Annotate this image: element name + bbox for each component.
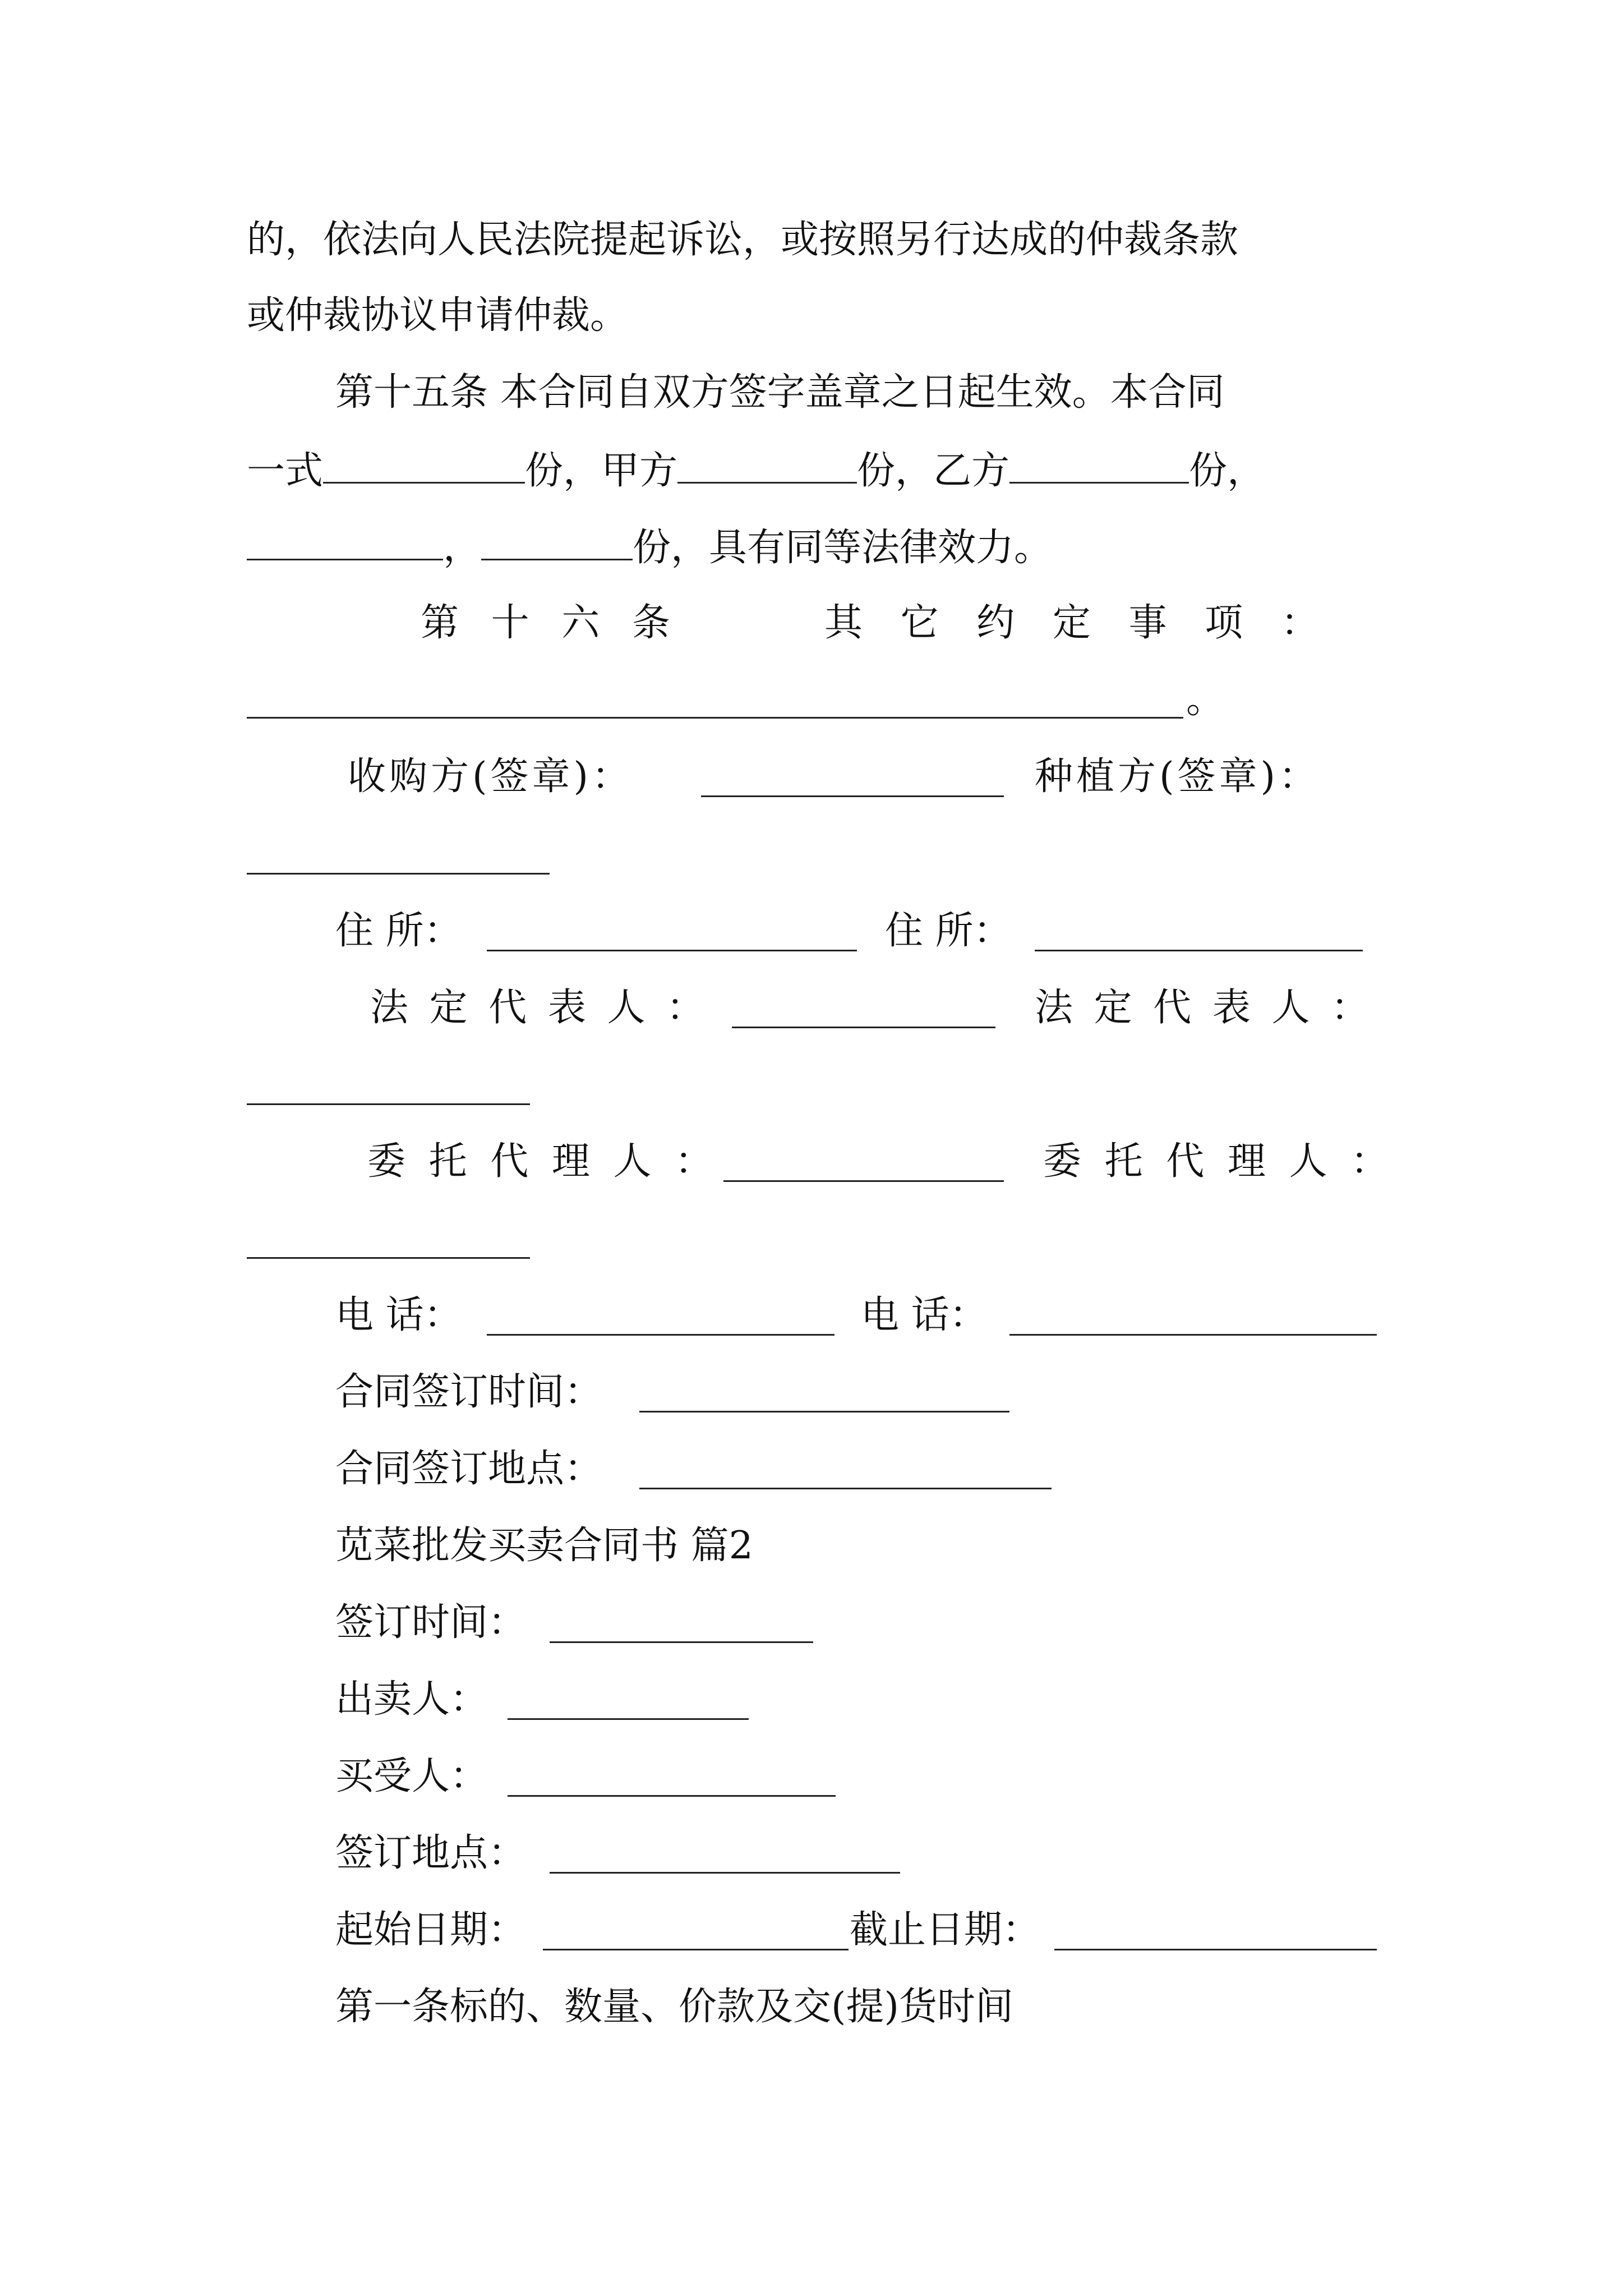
legal-rep-label-right <box>1035 986 1373 1030</box>
text-comma: ， <box>443 526 482 570</box>
text-line-1: 的，依法向人民法院提起诉讼，或按照另行达成的仲裁条款 <box>247 218 1239 262</box>
article-1-heading <box>335 1985 1013 2030</box>
text-period: 。 <box>1186 678 1225 722</box>
address-label-left <box>335 909 462 954</box>
text-article-16: 第 十 六 条 <box>421 601 680 645</box>
blank-sign-place[interactable] <box>550 1872 900 1874</box>
agent-label-right <box>1043 1139 1394 1184</box>
text-buyer-signature: 收购方(签章)： <box>348 754 634 799</box>
blank-total-copies[interactable] <box>323 447 525 484</box>
blank-phone-left[interactable] <box>487 1334 834 1336</box>
text-line-2: 或仲裁协议申请仲裁。 <box>247 293 629 338</box>
blank-agent-right[interactable] <box>247 1257 530 1259</box>
blank-start-date[interactable] <box>543 1949 849 1950</box>
text-yishi: 一式 <box>247 449 324 493</box>
text-equal-effect: 份，具有同等法律效力。 <box>633 526 1053 570</box>
agent-label-left <box>367 1139 718 1184</box>
text-section-heading: 苋菜批发买卖合同书 篇2 <box>335 1524 753 1568</box>
blank-buyer-signature[interactable] <box>701 795 1004 797</box>
sign-time-label <box>335 1600 526 1645</box>
blank-legal-rep-left[interactable] <box>732 1027 995 1028</box>
blank-legal-rep-right[interactable] <box>247 1103 530 1105</box>
text-phone-left: 电 话： <box>335 1293 462 1337</box>
text-yifang: 份，乙方 <box>857 449 1010 493</box>
blank-end-date[interactable] <box>1054 1949 1377 1950</box>
text-start-date: 起始日期： <box>335 1908 527 1952</box>
text-legal-rep-right: 法 定 代 表 人 ： <box>1035 986 1374 1030</box>
article-16-label <box>421 601 680 646</box>
text-contract-place: 合同签订地点： <box>335 1447 603 1491</box>
blank-other-party[interactable] <box>247 524 443 560</box>
blank-address-left[interactable] <box>487 950 857 951</box>
phone-label-right <box>861 1293 988 1338</box>
text-agent-right: 委 托 代 理 人 ： <box>1043 1139 1395 1184</box>
paragraph-line-1 <box>247 218 1238 263</box>
grower-signature-label <box>1035 754 1320 799</box>
contract-place-label <box>335 1447 602 1492</box>
blank-party-b-copies[interactable] <box>1009 447 1189 484</box>
contract-time-label <box>335 1370 602 1415</box>
text-end-date: 截止日期： <box>850 1908 1041 1952</box>
article-15-heading <box>335 370 1225 415</box>
text-address-left: 住 所： <box>335 909 462 953</box>
buyer-label <box>335 1754 488 1799</box>
blank-sign-time[interactable] <box>550 1641 813 1643</box>
text-legal-rep-left: 法 定 代 表 人 ： <box>370 986 709 1030</box>
start-date-label <box>335 1908 526 1953</box>
blank-contract-time[interactable] <box>639 1411 1009 1412</box>
copies-line-2 <box>247 524 1052 570</box>
text-agent-left: 委 托 代 理 人 ： <box>367 1139 719 1184</box>
text-fen: 份， <box>1189 449 1266 493</box>
text-address-right: 住 所： <box>885 909 1012 953</box>
blank-seller[interactable] <box>508 1718 749 1720</box>
blank-buyer[interactable] <box>508 1795 836 1797</box>
text-contract-time: 合同签订时间： <box>335 1370 603 1414</box>
text-sign-place: 签订地点： <box>335 1831 527 1875</box>
copies-line <box>247 447 1265 494</box>
blank-address-right[interactable] <box>1035 950 1363 951</box>
section-heading <box>335 1524 753 1568</box>
text-grower-signature: 种植方(签章)： <box>1035 754 1321 799</box>
phone-label-left <box>335 1293 462 1338</box>
blank-phone-right[interactable] <box>1009 1334 1377 1336</box>
other-matters-label <box>824 601 1332 646</box>
text-phone-right: 电 话： <box>861 1293 988 1337</box>
seller-label <box>335 1677 488 1722</box>
text-other-matters: 其 它 约 定 事 项 ： <box>824 601 1332 645</box>
text-buyer: 买受人： <box>335 1754 488 1798</box>
legal-rep-label-left <box>370 986 709 1030</box>
text-article-15: 第十五条 本合同自双方签字盖章之日起生效。本合同 <box>335 370 1225 415</box>
blank-grower-signature[interactable] <box>247 873 550 875</box>
text-sign-time: 签订时间： <box>335 1600 527 1645</box>
blank-other-matters[interactable] <box>247 717 1183 719</box>
text-seller: 出卖人： <box>335 1677 488 1722</box>
sign-place-label <box>335 1831 526 1876</box>
period-line <box>1186 678 1224 723</box>
text-article-1: 第一条标的、数量、价款及交(提)货时间 <box>335 1985 1014 2029</box>
blank-agent-left[interactable] <box>723 1180 1004 1182</box>
address-label-right <box>885 909 1012 954</box>
end-date-label <box>850 1908 1040 1953</box>
blank-party-a-copies[interactable] <box>677 447 857 484</box>
text-jiafang: 份，甲方 <box>525 449 678 493</box>
paragraph-line-2 <box>247 293 628 338</box>
blank-contract-place[interactable] <box>639 1488 1052 1489</box>
buyer-signature-label <box>348 754 633 799</box>
blank-other-copies[interactable] <box>481 524 633 560</box>
